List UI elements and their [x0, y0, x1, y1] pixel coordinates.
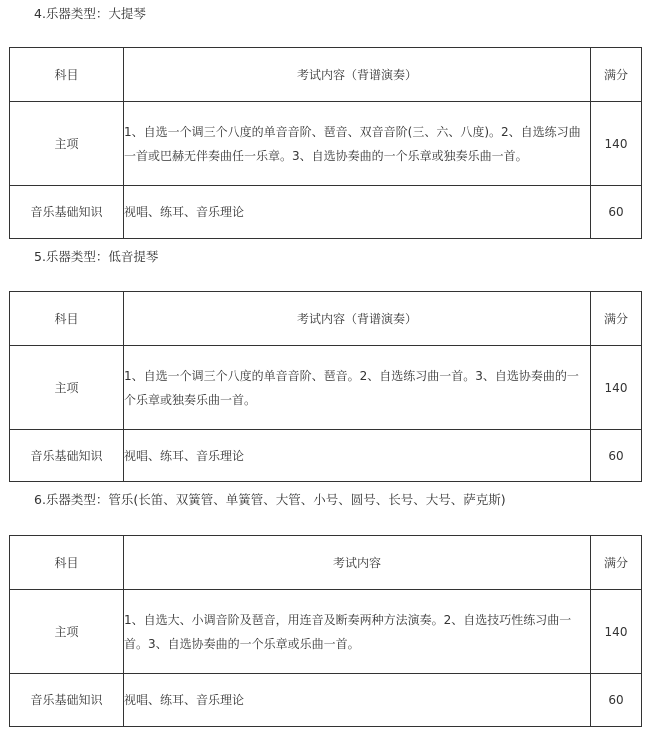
subject-cell: 主项: [10, 346, 124, 430]
content-cell: 1、自选大、小调音阶及琶音，用连音及断奏两种方法演奏。2、自选技巧性练习曲一首。3、自选协奏曲的一个乐章或乐曲一首。: [124, 590, 591, 674]
score-cell: 140: [591, 590, 642, 674]
header-subject: 科目: [10, 292, 124, 346]
section-heading: 6.乐器类型：管乐(长笛、双簧管、单簧管、大管、小号、圆号、长号、大号、萨克斯): [34, 492, 506, 507]
table-row: [10, 102, 642, 186]
score-cell: 60: [591, 674, 642, 727]
header-subject: 科目: [10, 48, 124, 102]
table-header-row: [10, 536, 642, 590]
section-heading: 4.乐器类型：大提琴: [34, 6, 146, 21]
table-row: [10, 186, 642, 239]
content-cell: 1、自选一个调三个八度的单音音阶、琶音、双音音阶(三、六、八度)。2、自选练习曲一首或巴赫无伴奏曲任一乐章。3、自选协奏曲的一个乐章或独奏乐曲一首。: [124, 102, 591, 186]
score-cell: 60: [591, 430, 642, 482]
score-cell: 140: [591, 102, 642, 186]
score-cell: 140: [591, 346, 642, 430]
table-row: [10, 346, 642, 430]
score-cell: 60: [591, 186, 642, 239]
exam-table: [9, 291, 642, 482]
subject-cell: 音乐基础知识: [10, 674, 124, 727]
header-score: 满分: [591, 292, 642, 346]
content-cell: 视唱、练耳、音乐理论: [124, 186, 591, 239]
table-row: [10, 674, 642, 727]
table-row: [10, 430, 642, 482]
table-row: [10, 590, 642, 674]
exam-table: [9, 47, 642, 239]
exam-table: [9, 535, 642, 727]
header-score: 满分: [591, 48, 642, 102]
subject-cell: 音乐基础知识: [10, 186, 124, 239]
subject-cell: 音乐基础知识: [10, 430, 124, 482]
content-cell: 1、自选一个调三个八度的单音音阶、琶音。2、自选练习曲一首。3、自选协奏曲的一个乐章或独奏乐曲一首。: [124, 346, 591, 430]
header-content: 考试内容（背谱演奏）: [124, 292, 591, 346]
subject-cell: 主项: [10, 102, 124, 186]
table-header-row: [10, 292, 642, 346]
subject-cell: 主项: [10, 590, 124, 674]
header-subject: 科目: [10, 536, 124, 590]
content-cell: 视唱、练耳、音乐理论: [124, 430, 591, 482]
header-score: 满分: [591, 536, 642, 590]
header-content: 考试内容（背谱演奏）: [124, 48, 591, 102]
content-cell: 视唱、练耳、音乐理论: [124, 674, 591, 727]
header-content: 考试内容: [124, 536, 591, 590]
table-header-row: [10, 48, 642, 102]
section-heading: 5.乐器类型：低音提琴: [34, 249, 159, 264]
